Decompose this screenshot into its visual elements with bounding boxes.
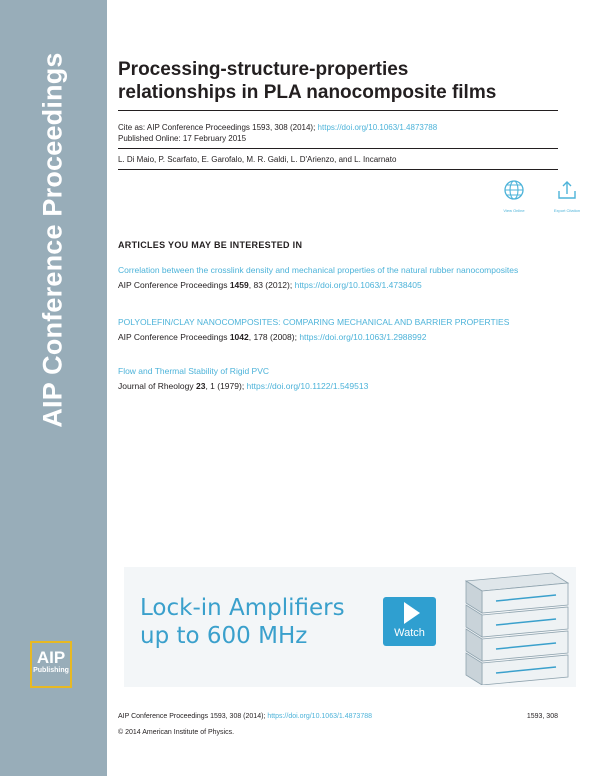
article-title bbox=[118, 58, 558, 104]
related-article-journal: AIP Conference Proceedings bbox=[118, 332, 230, 342]
advertisement-banner[interactable] bbox=[124, 567, 576, 687]
related-article-doi[interactable]: https://doi.org/10.1063/1.4738405 bbox=[294, 280, 422, 290]
ad-line2: up to 600 MHz bbox=[140, 623, 308, 649]
aip-publishing-logo[interactable] bbox=[30, 641, 72, 688]
footer-doi-link[interactable]: https://doi.org/10.1063/1.4873788 bbox=[267, 713, 373, 720]
related-article-pages: , 178 (2008); bbox=[248, 332, 300, 342]
article-title-line2: relationships in PLA nanocomposite films bbox=[118, 82, 497, 103]
view-online-label: View Online bbox=[503, 208, 525, 213]
export-citation-label: Export Citation bbox=[553, 208, 581, 213]
related-article-title[interactable]: POLYOLEFIN/CLAY NANOCOMPOSITES: COMPARING MECHANICAL AND BARRIER PROPERTIES bbox=[118, 317, 510, 327]
logo-aip-text: AIP bbox=[36, 648, 66, 667]
related-article-pages: , 1 (1979); bbox=[205, 381, 247, 391]
cite-doi-link[interactable]: https://doi.org/10.1063/1.4873788 bbox=[317, 123, 438, 132]
footer-page: 1593, 308 bbox=[526, 713, 558, 720]
watch-button[interactable] bbox=[383, 597, 436, 646]
related-article-title[interactable]: Flow and Thermal Stability of Rigid PVC bbox=[118, 366, 270, 376]
related-article-3 bbox=[118, 366, 558, 392]
published-date: Published Online: 17 February 2015 bbox=[118, 134, 247, 143]
article-title-line1: Processing-structure-properties bbox=[118, 59, 409, 80]
related-article-volume: 1042 bbox=[229, 332, 249, 342]
cite-divider bbox=[118, 148, 558, 149]
cite-prefix: Cite as: AIP Conference Proceedings 1593, 308 (2014); bbox=[118, 123, 318, 132]
journal-vertical-title: AIP Conference Proceedings bbox=[37, 52, 68, 428]
copyright: © 2014 American Institute of Physics. bbox=[118, 729, 235, 736]
related-articles-heading: ARTICLES YOU MAY BE INTERESTED IN bbox=[118, 240, 303, 250]
related-article-title[interactable]: Correlation between the crosslink density and mechanical properties of the natural rubber nanocomposites bbox=[118, 265, 519, 275]
related-article-doi[interactable]: https://doi.org/10.1063/1.2988992 bbox=[299, 332, 427, 342]
citation-block bbox=[118, 122, 437, 144]
watch-label: Watch bbox=[394, 627, 425, 639]
page-footer bbox=[118, 713, 558, 720]
related-article-1 bbox=[118, 265, 558, 291]
instrument-stack-image bbox=[456, 569, 574, 685]
related-article-doi[interactable]: https://doi.org/10.1122/1.549513 bbox=[246, 381, 369, 391]
authors: L. Di Maio, P. Scarfato, E. Garofalo, M. R. Galdi, L. D'Arienzo, and L. Incarnato bbox=[118, 155, 397, 164]
footer-cite: AIP Conference Proceedings 1593, 308 (2014); bbox=[118, 713, 268, 720]
export-icon bbox=[556, 179, 578, 201]
related-article-journal: Journal of Rheology bbox=[118, 381, 196, 391]
related-article-volume: 23 bbox=[195, 381, 206, 391]
related-article-pages: , 83 (2012); bbox=[248, 280, 295, 290]
authors-divider bbox=[118, 169, 558, 170]
related-article-2 bbox=[118, 317, 558, 343]
ad-line1: Lock-in Amplifiers bbox=[140, 595, 345, 621]
export-citation-button[interactable] bbox=[550, 179, 584, 213]
title-divider bbox=[118, 110, 558, 111]
view-online-button[interactable] bbox=[497, 179, 531, 213]
logo-publishing-text: Publishing bbox=[33, 667, 69, 674]
related-article-volume: 1459 bbox=[229, 280, 249, 290]
globe-icon bbox=[503, 179, 525, 201]
ad-headline bbox=[140, 594, 345, 650]
related-article-journal: AIP Conference Proceedings bbox=[118, 280, 230, 290]
play-icon bbox=[404, 602, 420, 624]
sidebar bbox=[0, 0, 107, 776]
